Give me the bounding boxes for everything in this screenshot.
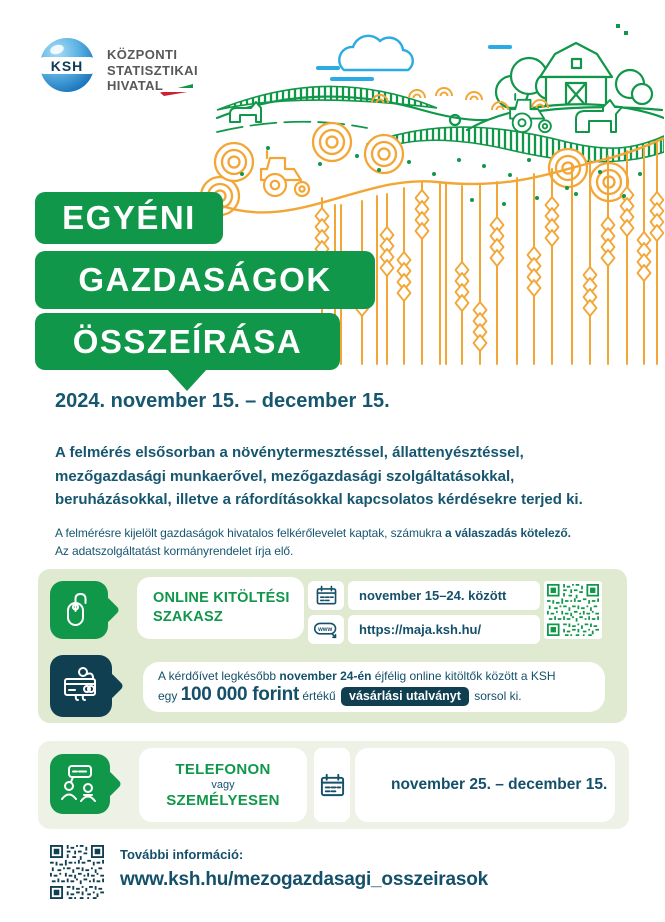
online-label	[137, 577, 304, 639]
online-url[interactable]: https://maja.ksh.hu/	[348, 615, 540, 644]
obligation-note	[55, 524, 640, 560]
computer-mouse-icon	[61, 590, 97, 630]
voucher-badge: vásárlási utalványt	[341, 687, 469, 706]
online-label-line2: SZAKASZ	[153, 609, 223, 625]
prize-line-1	[158, 669, 590, 683]
online-date-range: november 15–24. között	[348, 581, 540, 610]
phone-conjunction: vagy	[211, 779, 235, 791]
prize-text-part: értékű	[299, 689, 340, 703]
calendar-icon	[319, 772, 346, 799]
title-line-2: GAZDASÁGOK	[35, 251, 375, 309]
intro-paragraph: A felmérés elsősorban a növénytermesztéssel, állattenyésztéssel, mezőgazdasági munkaerővel, mezőgazdasági szolgáltatásokkal, beruházásokkal, illetve a ráfordításokkal kapcsolatos kérdésekre terjed ki.	[55, 444, 583, 509]
note-text: A felmérésre kijelölt gazdaságok hivatalos felkérőlevelet kaptak, számukra	[55, 526, 446, 540]
gift-voucher-icon	[61, 665, 101, 707]
note-line-1	[55, 524, 640, 542]
qr-code-online	[544, 581, 602, 639]
prize-amount: 100 000 forint	[180, 684, 299, 705]
more-info-label: További információ:	[120, 847, 244, 862]
cloud-icon	[318, 36, 510, 79]
prize-text-part: A kérdőívet legkésőbb	[158, 669, 280, 683]
prize-text-part: egy	[158, 689, 181, 703]
qr-code-footer	[47, 842, 107, 902]
people-chat-icon	[60, 764, 100, 804]
browser-box	[308, 615, 344, 644]
tractor-orange-icon	[261, 151, 309, 196]
title-line-1: EGYÉNI	[35, 192, 223, 244]
www-icon-label: www	[318, 627, 333, 634]
calendar-box	[308, 581, 344, 610]
prize-text	[143, 662, 605, 712]
phone-label	[139, 748, 307, 822]
note-bold-text: a válaszadás kötelező.	[445, 526, 571, 540]
footer-url[interactable]: www.ksh.hu/mezogazdasagi_osszeirasok	[120, 869, 489, 890]
online-section	[38, 569, 627, 723]
prize-line-2	[158, 684, 590, 706]
prize-text-part: sorsol ki.	[470, 689, 522, 703]
phone-tag	[50, 754, 110, 814]
prize-tag	[50, 655, 112, 717]
prize-text-part: éjfélig online kitöltők között a KSH	[371, 669, 556, 683]
census-period: 2024. november 15. – december 15.	[55, 390, 390, 412]
ksh-acronym: KSH	[36, 57, 98, 74]
prize-deadline: november 24-én	[279, 669, 372, 683]
org-line: HIVATAL	[107, 78, 164, 93]
barn-icon	[496, 43, 652, 108]
online-tag	[50, 581, 108, 639]
calendar-icon	[315, 584, 338, 607]
title-speech-tail	[166, 368, 208, 391]
phone-calendar-box	[314, 748, 350, 822]
footer-info	[120, 847, 488, 891]
title-line-3: ÖSSZEÍRÁSA	[35, 313, 340, 370]
note-line-2: Az adatszolgáltatást kormányrendelet írja elő.	[55, 544, 294, 558]
online-label-line1: ONLINE KITÖLTÉSI	[153, 590, 290, 607]
org-line: STATISZTIKAI	[107, 62, 198, 78]
phone-option-szemelyesen: SZEMÉLYESEN	[166, 792, 280, 809]
logo-gloss	[49, 43, 65, 56]
ksh-logo	[40, 38, 94, 92]
phone-date-range: november 25. – december 15.	[355, 748, 615, 822]
www-browser-icon	[313, 618, 339, 641]
org-line: KÖZPONTI	[107, 47, 178, 62]
phone-option-telefonon: TELEFONON	[175, 761, 271, 778]
phone-section	[38, 741, 629, 829]
